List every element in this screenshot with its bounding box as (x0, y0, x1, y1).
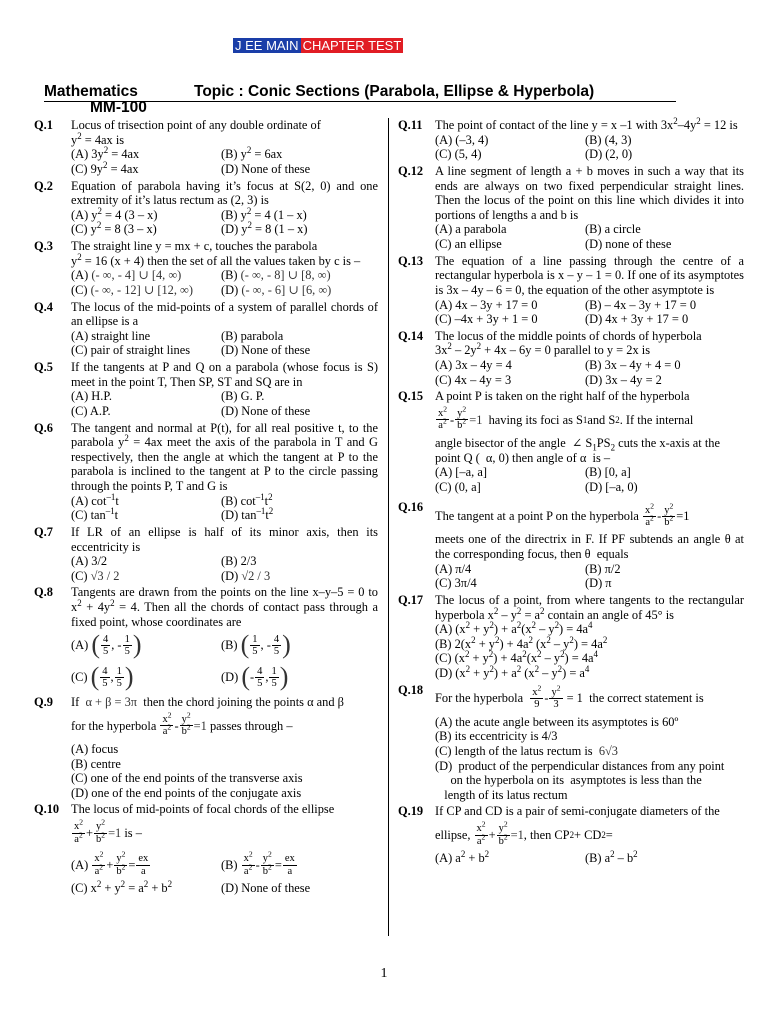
option-a: (A) focus (71, 741, 119, 756)
option-d: (D) (- ∞, - 6] ∪ [6, ∞) (221, 282, 332, 297)
option-a: (A) straight line (71, 328, 151, 343)
question-number: Q.16 (398, 500, 424, 515)
page-number: 1 (380, 966, 388, 981)
option-b: (B) (- ∞, - 8] ∪ [8, ∞) (221, 268, 331, 283)
option-a: (A) H.P. (71, 389, 112, 404)
option-d: (D) None of these (221, 161, 311, 176)
banner-chapter-test: CHAPTER TEST (302, 38, 402, 53)
option-d: (D) $\tan^{-1}t^2$ (221, 506, 274, 523)
paper-code: MM-100 (90, 99, 147, 116)
question-text: $\frac{x^2}{a^2}$ - $\frac{y^2}{b^2}$ =1 having its foci as S 1 and S 2 . If the internal (438, 404, 694, 432)
question-text: meets one of the directrix in F. If PF subtends an angle θ at the corresponding focus, then θ equals (435, 532, 744, 561)
option-a: (A) [–a, a] (435, 465, 487, 480)
question-text: Tangents are drawn from the points on the line x–y–5 = 0 to $x^2 + 4y^2 = 4$. Then all the chords of contact pass through a fixed point, whose coordinates are (71, 585, 378, 629)
option-a: (A) $3y^2 = 4ax$ (71, 145, 140, 162)
question-text: $y^2 = 16$ (x + 4) then the set of all the values taken by c is – (71, 251, 361, 268)
question-number: Q.9 (34, 695, 53, 710)
option-c: (C) 4x – 4y = 3 (435, 372, 512, 387)
question-text: Locus of trisection point of any double ordinate of (71, 118, 321, 132)
option-d: (D) π (585, 576, 612, 591)
option-d: (D) 3x – 4y = 2 (585, 372, 662, 387)
option-b: (B) $2(x^2 + y^2) + 4a^2$ $(x^2 - y^2) = 4a^2$ (435, 634, 608, 651)
question-number: Q.18 (398, 682, 424, 697)
topic-title: Topic : Conic Sections (Parabola, Ellipse & Hyperbola) (194, 83, 595, 100)
option-a: (A) (–3, 4) (435, 132, 489, 147)
question-text-tail: passes through – (209, 718, 293, 733)
question-3 (34, 239, 378, 298)
question-text: The point of contact of the line y = x –1 with $3x^2-4y^2 = 12$ is (435, 115, 738, 132)
option-b: (B) a circle (585, 222, 641, 237)
question-10 (34, 802, 378, 895)
option-d: (D) one of the end points of the conjugate axis (71, 785, 302, 800)
question-17 (398, 593, 744, 681)
option-d: (D) √2 / 3 (221, 568, 271, 583)
question-number: Q.15 (398, 389, 424, 404)
question-6 (34, 421, 378, 523)
question-19 (398, 804, 744, 865)
left-column (34, 118, 378, 898)
question-number: Q.7 (34, 524, 53, 539)
question-number: Q.13 (398, 253, 424, 268)
question-text: angle bisector of the angle ∠ $S_1PS_2$ cuts the x-axis at the point Q ( α, 0) then angle of α is – (435, 435, 720, 465)
question-number: Q.12 (398, 163, 424, 178)
option-a: (A) a parabola (435, 222, 507, 237)
question-15 (398, 389, 744, 494)
question-text: for the hyperbola $\frac{x^2}{a^2}$ - $\frac{y^2}{b^2}$ =1 passes through – (71, 710, 293, 738)
question-number: Q.5 (34, 360, 53, 374)
option-d: (D) (2, 0) (585, 147, 633, 162)
question-number: Q.2 (34, 178, 53, 193)
option-b: (B) centre (71, 756, 121, 771)
option-a: (A) ( $\frac{4}{5}$ , - $\frac{1}{5}$ ) (71, 630, 142, 660)
question-text: The straight line y = mx + c, touches the parabola (71, 239, 318, 253)
option-a: (A) $(x^2 + y^2) + a^2(x^2 - y^2) = 4a^4$ (435, 620, 593, 637)
option-a: (A) 3x – 4y = 4 (435, 358, 512, 372)
question-12 (398, 164, 744, 252)
option-c: (C) A.P. (71, 403, 111, 418)
option-c: (C) $x^2 + y^2 = a^2 + b^2$ (71, 878, 173, 895)
question-text: The tangent and normal at P(t), for all real positive t, to the parabola $y^2 = 4ax$ meet the axis of the parabola in T and G respectively, then the angle at which the tangent at P to the parabola is inclined to the tangent at P to the circle passing through the points P, T and G is (71, 420, 378, 493)
option-d: (D) None of these (221, 343, 311, 358)
question-1 (34, 118, 378, 177)
option-d: (D) ( - $\frac{4}{5}$ , $\frac{1}{5}$ ) (221, 662, 289, 692)
banner-exam: J EE MAIN (235, 38, 299, 53)
option-c: (C) $9y^2 = 4ax$ (71, 159, 139, 176)
option-a: (A) π/4 (435, 561, 472, 576)
option-a: (A) $y^2 = 4$ (3 – x) (71, 205, 158, 222)
option-c: (C) one of the end points of the transverse axis (71, 771, 303, 786)
option-d: (D) $y^2 = 8$ (1 – x) (221, 220, 308, 237)
option-b: (B) its eccentricity is 4/3 (435, 729, 558, 744)
question-text: If LR of an ellipse is half of its minor axis, then its eccentricity is (71, 524, 378, 554)
option-c: (C) $\tan^{-1}t$ (71, 506, 119, 523)
option-c: (C) (5, 4) (435, 147, 482, 162)
question-number: Q.4 (34, 299, 53, 314)
subject-title: Mathematics (44, 83, 138, 100)
option-d: (D) [–a, 0) (585, 479, 638, 494)
column-divider (388, 118, 389, 936)
question-9 (34, 695, 378, 800)
option-d: (D) None of these (221, 881, 311, 895)
question-text: The locus of a point, from where tangents to the rectangular hyperbola $x^2 - y^2 = a^2$ contain an angle of 45° is (435, 592, 744, 622)
question-11 (398, 115, 744, 162)
option-c: (C) –4x + 3y + 1 = 0 (435, 312, 538, 327)
option-d: (D) none of these (585, 237, 672, 251)
question-text: The locus of the middle points of chords of hyperbola (435, 328, 702, 343)
option-c: (C) pair of straight lines (71, 343, 191, 358)
question-text-lead: For the hyperbola (435, 691, 524, 706)
question-5 (34, 360, 378, 419)
option-b: (B) $y^2 = 4$ (1 – x) (221, 205, 307, 222)
option-c: (C) ( $\frac{4}{5}$ , $\frac{1}{5}$ ) (71, 662, 134, 692)
question-text: Equation of parabola having it’s focus at S(2, 0) and one extremity of it’s latus rectum as (2, 3) is (71, 178, 378, 208)
question-13 (398, 254, 744, 327)
option-c: (C) 3π/4 (435, 576, 477, 591)
option-c: (C) $y^2 = 8$ (3 – x) (71, 220, 157, 237)
option-b: (B) π/2 (585, 561, 621, 576)
option-b: (B) 2/3 (221, 554, 257, 569)
option-c-label: (C) 9y (71, 161, 104, 176)
option-c: (C) $(x^2 + y^2) + 4a^2(x^2 - y^2) = 4a^4$ (435, 649, 598, 666)
option-a: (A) the acute angle between its asymptotes is 60º (435, 714, 679, 729)
question-text: The locus of mid-points of focal chords of the ellipse (71, 802, 335, 817)
option-b-label: (B) y (221, 147, 247, 162)
option-b: (B) (4, 3) (585, 132, 632, 147)
question-16 (398, 500, 744, 591)
question-18 (398, 683, 744, 803)
option-c: (C) length of the latus rectum is 6√3 (435, 743, 619, 758)
option-c: (C) an ellipse (435, 237, 502, 251)
option-b: (B) $\frac{x^2}{a^2}$ - $\frac{y^2}{b^2}$ = $\frac{ex}{a}$ (221, 849, 295, 877)
option-a-label: (A) 3y (71, 147, 104, 162)
option-b: (B) 3x – 4y + 4 = 0 (585, 358, 681, 372)
option-a: (A) $\frac{x^2}{a^2}$ + $\frac{y^2}{b^2}$ = $\frac{ex}{a}$ (71, 849, 149, 877)
question-text: A point P is taken on the right half of the hyperbola (435, 389, 690, 404)
question-text: $\frac{x^2}{a^2}$ + $\frac{y^2}{b^2}$ =1 is – (74, 817, 142, 845)
right-column (398, 115, 744, 868)
option-b: (B) – 4x – 3y + 17 = 0 (585, 297, 697, 312)
option-b: (B) parabola (221, 328, 284, 343)
question-4 (34, 300, 378, 359)
option-d: (D) 4x + 3y + 17 = 0 (585, 312, 689, 327)
question-14 (398, 329, 744, 388)
option-c-label: (C) length of the latus rectum is (435, 743, 593, 758)
question-text: If α + β = 3π then the chord joining the points α and β (71, 695, 344, 710)
option-a: (A) 3/2 (71, 554, 108, 569)
option-a: (A) 4x – 3y + 17 = 0 (435, 297, 538, 312)
question-number: Q.11 (398, 118, 423, 132)
option-d-label: (D) y (221, 222, 248, 237)
question-number: Q.10 (34, 802, 60, 817)
chapter-test-banner (233, 38, 403, 53)
option-c: (C) (0, a] (435, 479, 481, 494)
option-b: (B) ( $\frac{1}{5}$ , - $\frac{4}{5}$ ) (221, 630, 291, 660)
option-c: (C) (- ∞, - 12] ∪ [12, ∞) (71, 282, 193, 297)
question-text: The tangent at a point P on the hyperbola $\frac{x^2}{a^2}$ - $\frac{y^2}{b^2}$ =1 (435, 501, 690, 528)
question-2 (34, 179, 378, 238)
question-number: Q.19 (398, 804, 424, 819)
question-text: A line segment of length a + b moves in such a way that its ends are always on two fixed perpendicular straight lines. Then the locus of the point on this line which divides it into portions of lengths a and b is (435, 163, 744, 222)
option-a: (A) $a^2 + b^2$ (435, 848, 490, 865)
option-a: (A) (- ∞, - 4] ∪ [4, ∞) (71, 268, 182, 283)
option-b: (B) $a^2 - b^2$ (585, 848, 638, 865)
question-number: Q.3 (34, 239, 53, 253)
question-text: If the tangents at P and Q on a parabola (whose focus is S) meet in the point T, Then SP, ST and SQ are in (71, 360, 378, 389)
question-number: Q.8 (34, 585, 53, 600)
option-d: (D) product of the perpendicular distances from any point on the hyperbola on its asymptotes is less than the length of its latus rectum (435, 758, 725, 802)
question-text: If CP and CD is a pair of semi-conjugate diameters of the (435, 804, 720, 819)
question-text: $3x^2 - 2y^2 + 4x - 6y = 0$ parallel to y = 2x is (435, 341, 651, 358)
option-b: (B) $y^2 = 6ax$ (221, 145, 283, 162)
question-number: Q.1 (34, 118, 53, 132)
question-text: ellipse, $\frac{x^2}{a^2}$ + $\frac{y^2}{b^2}$ =1 , then CP 2 + CD 2 = (435, 819, 613, 847)
option-b: (B) $\cot^{-1}t^2$ (221, 491, 273, 508)
option-b: (B) [0, a] (585, 465, 631, 480)
question-text: For the hyperbola $\frac{x^2}{9}$ - $\frac{y^2}{3}$ = 1 the correct statement is (435, 683, 704, 711)
option-a: (A) $\cot^{-1}t$ (71, 491, 119, 508)
question-text-lead: The tangent at a point P on the hyperbola (435, 509, 639, 524)
page-header (44, 82, 676, 116)
question-number: Q.6 (34, 420, 53, 435)
option-c: (C) √3 / 2 (71, 568, 120, 583)
question-8 (34, 585, 378, 693)
option-d: (D) $(x^2 + y^2) + a^2$ $(x^2 - y^2) = a^4$ (435, 663, 590, 680)
question-text: $y^2 = 4ax$ is (71, 130, 125, 147)
question-text: The equation of a line passing through the centre of a rectangular hyperbola is x – y – 1 = 0. If one of its asymptotes is 3x – 4y – 6 = 0, the equation of the other asymptote is (435, 253, 744, 297)
option-d: (D) None of these (221, 403, 311, 418)
question-7 (34, 525, 378, 584)
question-text: The locus of the mid-points of a system of parallel chords of an ellipse is a (71, 299, 378, 329)
question-number: Q.14 (398, 328, 424, 343)
option-b: (B) G. P. (221, 389, 265, 404)
question-number: Q.17 (398, 592, 424, 607)
